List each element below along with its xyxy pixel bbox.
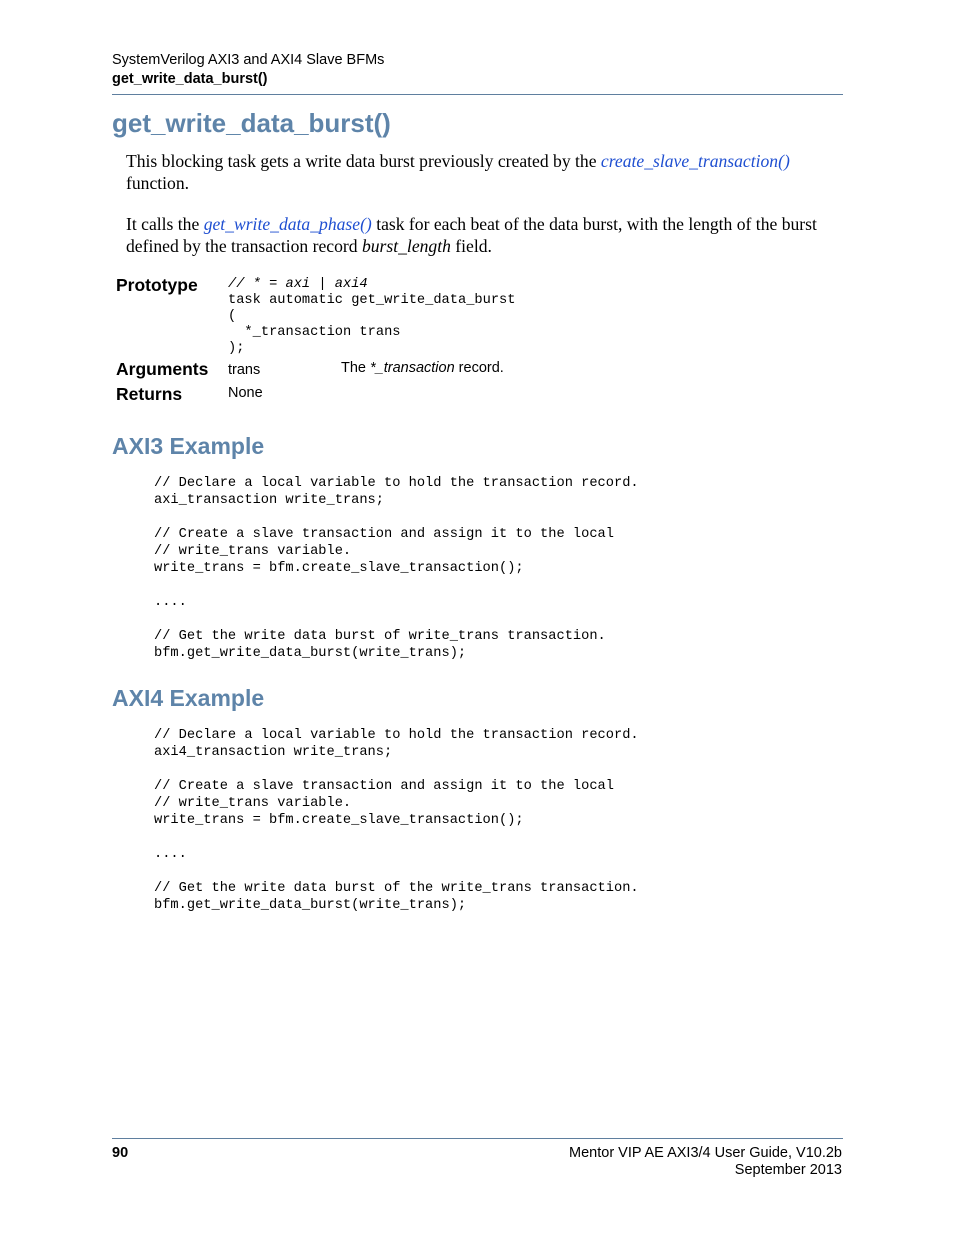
footer-guide-info: [569, 1145, 842, 1179]
returns-label: Returns: [116, 384, 183, 404]
code-line: *_transaction trans: [228, 325, 401, 340]
code-line: // write_trans variable.: [154, 544, 352, 559]
running-header-section: SystemVerilog AXI3 and AXI4 Slave BFMs: [112, 52, 385, 68]
argument-description-text: The: [341, 360, 371, 376]
code-line: [154, 829, 639, 846]
page-number: 90: [112, 1145, 129, 1161]
get-write-data-phase-link[interactable]: get_write_data_phase(): [203, 214, 372, 234]
footer-guide-title: Mentor VIP AE AXI3/4 User Guide, V10.2b: [569, 1145, 842, 1161]
code-line: // Create a slave transaction and assign it to the local: [154, 779, 614, 794]
code-line: axi_transaction write_trans;: [154, 493, 384, 508]
code-line: [154, 863, 639, 880]
code-line: (: [228, 309, 237, 324]
code-line: // write_trans variable.: [154, 796, 352, 811]
code-line: // * = axi | axi4: [228, 277, 368, 292]
description-text: This blocking task gets a write data burst previously created by the: [126, 151, 601, 171]
axi4-example-code: [154, 727, 639, 914]
page-title: get_write_data_burst(): [112, 108, 391, 138]
create-slave-transaction-link[interactable]: create_slave_transaction(): [600, 151, 790, 171]
argument-name: trans: [228, 362, 261, 378]
running-header-topic: get_write_data_burst(): [112, 71, 268, 87]
description-text: It calls the: [126, 214, 204, 234]
axi3-example-code: [154, 475, 639, 662]
code-line: write_trans = bfm.create_slave_transaction();: [154, 813, 524, 828]
code-line: task automatic get_write_data_burst: [228, 293, 516, 308]
arguments-label: Arguments: [116, 359, 209, 379]
argument-description-type: *_transaction: [370, 360, 455, 376]
code-line: // Get the write data burst of the write_trans transaction.: [154, 881, 639, 896]
prototype-code: [228, 277, 515, 357]
description-text: function.: [126, 173, 190, 193]
code-line: bfm.get_write_data_burst(write_trans);: [154, 646, 467, 661]
code-line: [154, 577, 639, 594]
code-line: ....: [154, 847, 187, 862]
axi3-example-heading: AXI3 Example: [112, 433, 265, 459]
description-text: task for each beat of the data burst, with the length of the burst defined by the transaction record: [126, 214, 817, 256]
description-paragraph-2: [126, 213, 846, 257]
argument-description: [341, 360, 504, 376]
code-line: bfm.get_write_data_burst(write_trans);: [154, 898, 467, 913]
code-line: [154, 611, 639, 628]
code-line: // Get the write data burst of write_trans transaction.: [154, 629, 606, 644]
code-line: [154, 761, 639, 778]
footer-date: September 2013: [734, 1162, 842, 1178]
footer-rule: [112, 1138, 843, 1139]
header-rule: [112, 94, 843, 95]
code-line: // Declare a local variable to hold the transaction record.: [154, 476, 639, 491]
code-line: axi4_transaction write_trans;: [154, 745, 393, 760]
axi4-example-heading: AXI4 Example: [112, 685, 265, 711]
code-line: [154, 509, 639, 526]
code-line: );: [228, 341, 245, 356]
code-line: ....: [154, 595, 187, 610]
burst-length-field: burst_length: [361, 236, 451, 256]
returns-value: None: [228, 385, 263, 401]
description-text: field.: [450, 236, 492, 256]
argument-description-text: record.: [454, 360, 504, 376]
code-line: // Declare a local variable to hold the transaction record.: [154, 728, 639, 743]
code-line: // Create a slave transaction and assign it to the local: [154, 527, 614, 542]
description-paragraph-1: [126, 150, 846, 194]
prototype-label: Prototype: [116, 275, 198, 295]
code-line: write_trans = bfm.create_slave_transaction();: [154, 561, 524, 576]
